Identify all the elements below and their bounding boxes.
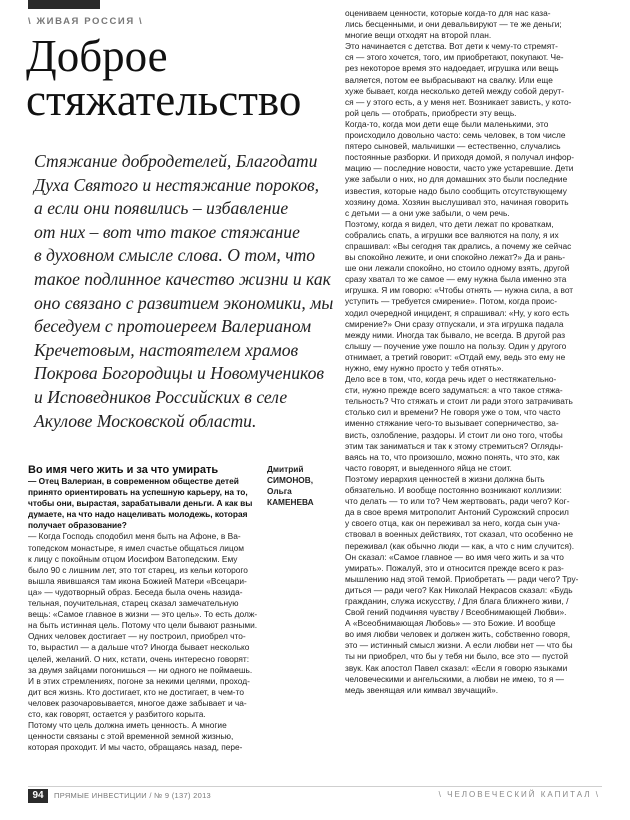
text-line: человеческими и ангельскими, а любви не имею, то я — [345, 673, 565, 684]
author-line: Дмитрий [267, 464, 304, 474]
text-line: Когда-то, когда мои дети еще были маленькими, это [345, 118, 549, 129]
text-line: чтобы они, вырастая, зарабатывали деньги. А как вы [28, 498, 253, 509]
text-line: сразу хватал то же самое — ему нужна была именно эта [345, 274, 567, 285]
text-line: на быть истинная цель. Потому что цели бывают разными. [28, 620, 258, 631]
text-line: получает образование? [28, 520, 127, 531]
text-line: ца» — чудотворный образ. Беседа была очень назида- [28, 586, 243, 597]
text-line: оцениваем ценности, которые когда-то для нас каза- [345, 8, 551, 18]
text-line: гражданин, служа искусству, / Для блага ближнего живи, / [345, 595, 569, 606]
text-line: оно связано с развитием экономики, мы [34, 292, 334, 313]
text-line: вы спокойно лежите, и они спокойно лежат?» Да и рань- [345, 252, 565, 263]
author-line: КАМЕНЕВА [267, 497, 314, 507]
text-line: происходило довольно часто: семь человек, в том числе [345, 130, 566, 141]
text-line: — Когда Господь сподобил меня быть на Афоне, в Ва- [28, 531, 241, 542]
text-line: Поэтому, когда я видел, что дети лежат по кроваткам, [345, 218, 554, 229]
title-line: стяжательство [26, 75, 302, 125]
text-line: валяется, потом ее выбрасывают на свалку. Или еще [345, 74, 553, 85]
text-line: сто, как говорят, остается у разбитого корыта. [28, 708, 206, 719]
text-line: отнимает, а третий говорит: «Отдай ему, ведь это ему не [345, 351, 566, 362]
author-line: Ольга [267, 486, 292, 496]
text-line: пятеро сыновей, мальчишки — естественно, случались [345, 141, 561, 152]
text-line: хуже бывает, когда несколько детей между собой дерут- [345, 85, 564, 96]
text-line: Кречетовым, настоятелем храмов [34, 339, 299, 360]
text-line: уступить — требуется смирение». Потом, когда проис- [345, 296, 557, 307]
section-rubric: \ ЖИВАЯ РОССИЯ \ [28, 16, 144, 27]
text-line: ваясь на то, что произошло, можно понять, что это, как [345, 451, 560, 462]
text-line: Поэтому иерархия ценностей в жизни должна быть [345, 473, 545, 484]
text-line: было 90 с лишним лет, это тот старец, из кельи которого [28, 564, 248, 575]
text-line: в духовном смысле слова. О том, что [34, 245, 316, 266]
text-line: умирать». Пожалуй, это и относится прежде всего к раз- [345, 562, 564, 573]
text-line: к лицу с покойным отцом Иосифом Ватопедским. Ему [28, 553, 238, 564]
text-line: Стяжание добродетелей, Благодати [34, 151, 318, 171]
text-line: ствовал в военных действиях, тот сказал, что особенно не [345, 529, 573, 540]
text-line: смирение?» Они сразу отпускали, и эта игрушка падала [345, 318, 564, 329]
text-line: это — истинный смысл жизни. А если любви нет — что бы [345, 640, 573, 651]
author-line: СИМОНОВ, [267, 475, 314, 485]
text-line: а если они появились – избавление [34, 198, 289, 219]
text-line: Потому что цель должна иметь ценность. А многие [28, 720, 227, 731]
text-line: ся — у этого есть, а у меня нет. Возникает зависть, у кото- [345, 96, 572, 107]
text-line: мацию — последние новости, часто уже устаревшие. Дети [345, 163, 574, 174]
text-line: да в свое время митрополит Антоний Сурожский спросил [345, 507, 569, 518]
text-line: сти, нужно прежде всего задуматься: а что такое стяжа- [345, 385, 563, 396]
text-line: принято ориентировать на успешную карьеру, на то, [28, 487, 248, 498]
text-line: во имя любви человек и должен жить, собственно говоря, [345, 629, 571, 640]
text-line: обязательно. И вообще постоянно возникают коллизии: [345, 485, 562, 496]
text-line: известия, которые надо было сообщить отсутствующему [345, 185, 567, 196]
text-line: Это начинается с детства. Вот дети к чему-то стремят- [345, 41, 558, 52]
text-line: Дело все в том, что, когда речь идет о нестяжательно- [345, 374, 557, 385]
text-line: вышла явившаяся там икона Божией Матери «Всецари- [28, 575, 247, 586]
text-line: собрались спать, а игрушки все валяются на полу, я их [345, 229, 559, 240]
header-bar [28, 0, 100, 9]
text-line: топедском монастыре, я имел счастье общаться лицом [28, 542, 245, 553]
text-line: Одних человек достигает — ну построил, приобрел что- [28, 631, 246, 642]
text-line: ше они лежали спокойно, но стоило одному взять, другой [345, 263, 570, 274]
text-line: Акулове Московской области. [34, 410, 257, 431]
text-line: А «Всеобнимающая Любовь» — это Божие. И вообще [345, 618, 556, 629]
text-line: Духа Святого и нестяжание пороков, [34, 174, 320, 195]
footer-divider [28, 786, 602, 787]
text-line: рой цель — отобрать, приобрести эту вещь. [345, 107, 517, 118]
text-line: с детьми — а они уже забыли, о чем речь. [345, 207, 510, 218]
left-column-text [28, 476, 260, 753]
text-line: лись бесценными, и они девальвируют — те же деньги; [345, 19, 562, 30]
text-line: И в этих стремлениях, погоне за некими целями, проход- [28, 675, 250, 686]
text-line: что делать — то или то? Чем жертвовать, ради чего? Ког- [345, 496, 570, 507]
text-line: у своего отца, как он переживал за него, когда сын уча- [345, 518, 561, 529]
text-line: от них – вот что такое стяжание [34, 221, 300, 242]
section-name: \ ЧЕЛОВЕЧЕСКИЙ КАПИТАЛ \ [438, 790, 600, 799]
text-line: Свой гений подчиняя чувству / Всеобнимающей Любви». [345, 607, 567, 618]
text-line: — Отец Валериан, в современном обществе детей [28, 476, 239, 486]
text-line: часто говорят, и выеденного яйца не стоит. [345, 462, 512, 473]
text-line: вещь: «Самое главное в жизни — это цель». То есть долж- [28, 609, 258, 620]
text-line: и Исповедников Российских в селе [34, 386, 288, 407]
text-line: постоянные разборки. И приходя домой, я получал инфор- [345, 152, 575, 163]
text-line: висть, озлобление, раздоры. И стоит ли оно того, чтобы [345, 429, 563, 440]
text-line: ценности связаны с этой временной земной жизнью, [28, 731, 234, 742]
text-line: диться — ради чего? Как Николай Некрасов сказал: «Будь [345, 584, 573, 595]
text-line: целей, желаний. О них, кстати, очень интересно говорят: [28, 653, 250, 664]
text-line: ходил очередной инцидент, я спрашивал: «Ну, у кого есть [345, 307, 570, 318]
text-line: рез некоторое время это надоедает, игрушка или вещь [345, 63, 559, 74]
text-line: переживал (как обычно люди — как, а что с ним случится). [345, 540, 575, 551]
text-line: ся — этого хочется, того, им приобретают, покупают. Че- [345, 52, 564, 63]
text-line: тельность? Что стяжать и стоит ли ради этого затрачивать [345, 396, 573, 407]
subheading: Во имя чего жить и за что умирать [28, 464, 219, 476]
text-line: мышлению над этой темой. Приобретать — ради чего? Тру- [345, 573, 579, 584]
text-line: между ними. Иногда так бывало, не всегда. В другой раз [345, 329, 566, 340]
text-line: звук. Как апостол Павел сказал: «Если я говорю языками [345, 662, 568, 673]
text-line: игрушка. Я им говорю: «Чтобы отнять — нужна сила, а вот [345, 285, 574, 296]
text-line: человек разочаровывается, многое даже забывает и ча- [28, 697, 247, 708]
article-title [26, 31, 316, 125]
text-line: слышу — поучение уже пошло на пользу. Один у другого [345, 340, 567, 351]
text-line: которая проходит. И мы часто, обращаясь назад, пере- [28, 742, 243, 753]
text-line: думаете, на что надо нацеливать молодежь, которая [28, 509, 248, 520]
text-line: хозяину дома. Хозяин выслушивал это, начиная говорить [345, 196, 569, 207]
right-column-text [345, 8, 610, 696]
text-line: столько сил и времени? Не говоря уже о том, что часто [345, 407, 561, 418]
text-line: ты ни приобрел, что бы у тебя ни было, все это — пустой [345, 651, 569, 662]
article-lead [34, 150, 334, 433]
text-line: именно стяжание чего-то вызывает соперничество, за- [345, 418, 559, 429]
text-line: беседуем с протоиереем Валерианом [34, 316, 312, 337]
text-line: за двумя зайцами погонишься — ни одного не поймаешь. [28, 664, 253, 675]
text-line: уже забыли о них, но для домашних это были последние [345, 174, 568, 185]
text-line: многие вещи отходят на второй план. [345, 30, 492, 41]
text-line: медь звенящая или кимвал звучащий». [345, 684, 499, 695]
text-line: такое подлинное качество жизни и как [34, 268, 331, 289]
title-line: Доброе [26, 31, 168, 81]
text-line: дит вся жизнь. Кто достигает, кто не достигает, в чем-то [28, 686, 244, 697]
author-byline [267, 464, 337, 508]
text-line: нужно, ему нужно просто у тебя отнять». [345, 363, 504, 373]
magazine-issue: ПРЯМЫЕ ИНВЕСТИЦИИ / № 9 (137) 2013 [54, 791, 212, 800]
text-line: Он сказал: «Самое главное — во имя чего жить и за что [345, 551, 564, 562]
text-line: тельная, поучительная, старец сказал замечательную [28, 598, 239, 609]
text-line: этим так заниматься и так к этому стремиться? Огляды- [345, 440, 563, 451]
text-line: Покрова Богородицы и Новомучеников [34, 363, 325, 384]
text-line: то, вырастил — а дальше что? Иногда бывает несколько [28, 642, 250, 653]
text-line: спрашивал: «Вы сегодня так дрались, а почему же сейчас [345, 240, 572, 251]
page-number: 94 [28, 789, 48, 803]
